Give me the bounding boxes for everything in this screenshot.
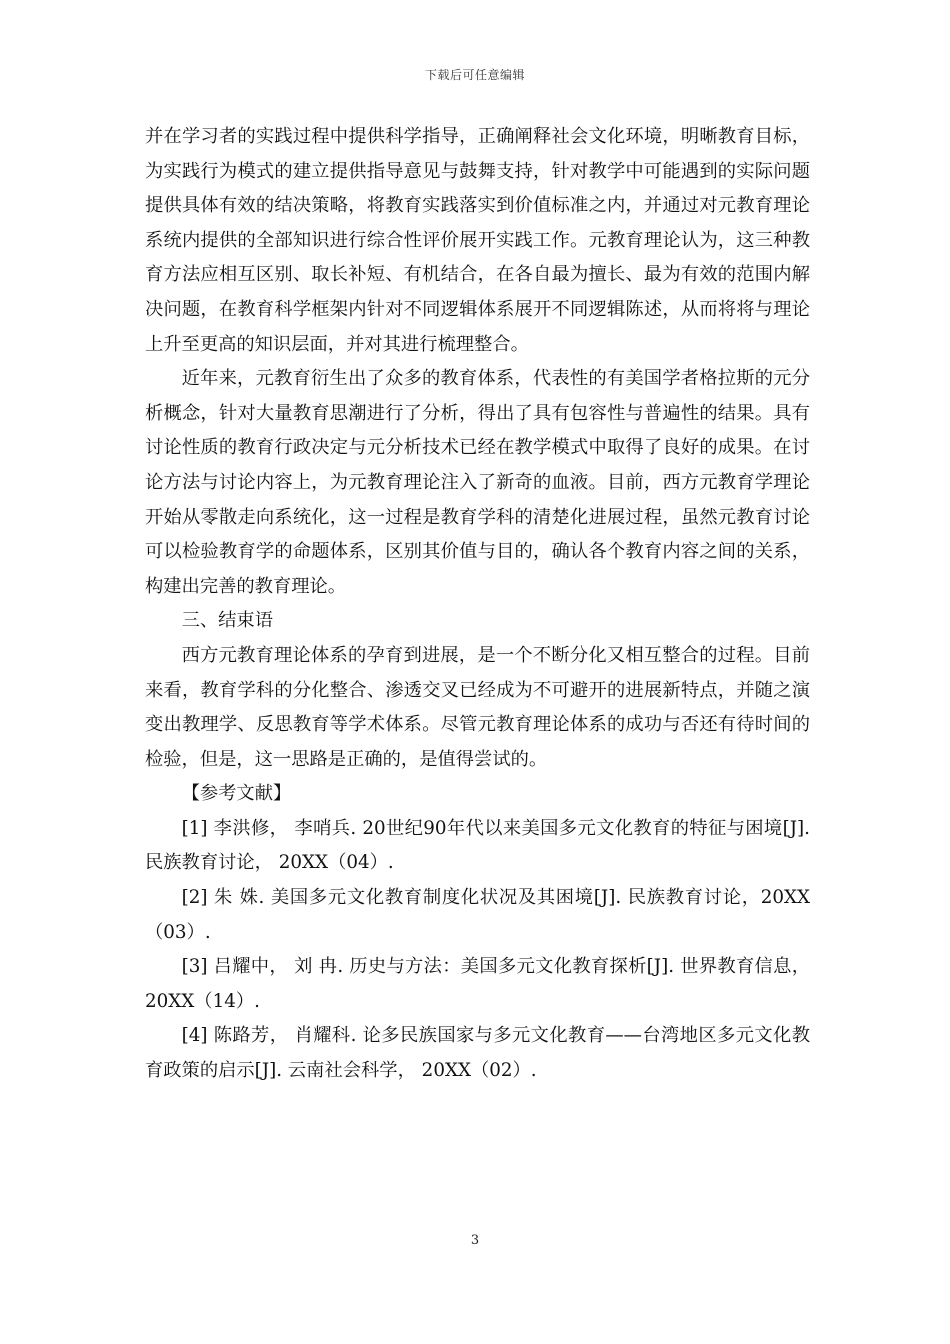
page-number: 3	[470, 1233, 480, 1248]
reference-item: [4] 陈路芳， 肖耀科. 论多民族国家与多元文化教育——台湾地区多元文化教育政策的启示[J]. 云南社会科学， 20XX（02）.	[145, 1025, 810, 1082]
references-heading: 【参考文献】	[181, 783, 292, 805]
reference-item: [1] 李洪修， 李哨兵. 20世纪90年代以来美国多元文化教育的特征与困境[J]. 民族教育讨论， 20XX（04）.	[145, 817, 810, 874]
body-paragraph: 并在学习者的实践过程中提供科学指导，正确阐释社会文化环境，明晰教育目标，为实践行为模式的建立提供指导意见与鼓舞支持，针对教学中可能遇到的实际问题提供具体有效的结决策略，将教育实践落实到价值标准之内，并通过对元教育理论系统内提供的全部知识进行综合性评价展开实践工作。元教育理论认为，这三种教育方法应相互区别、取长补短、有机结合，在各自最为擅长、最为有效的范围内解决问题，在教育科学框架内针对不同逻辑体系展开不同逻辑陈述，从而将将与理论上升至更高的知识层面，并对其进行梳理整合。	[145, 126, 810, 355]
body-paragraph: 近年来，元教育衍生出了众多的教育体系，代表性的有美国学者格拉斯的元分析概念，针对大量教育思潮进行了分析，得出了具有包容性与普遍性的结果。具有讨论性质的教育行政决定与元分析技术已经在教学模式中取得了良好的成果。在讨论方法与讨论内容上，为元教育理论注入了新奇的血液。目前，西方元教育学理论开始从零散走向系统化，这一过程是教育学科的清楚化进展过程，虽然元教育讨论可以检验教育学的命题体系，区别其价值与目的，确认各个教育内容之间的关系，构建出完善的教育理论。	[145, 368, 810, 597]
reference-item: [2] 朱 姝. 美国多元文化教育制度化状况及其困境[J]. 民族教育讨论，20XX（03）.	[145, 887, 810, 943]
page-header: 下载后可任意编辑	[424, 68, 525, 82]
document-body	[145, 120, 810, 1089]
section-heading: 三、结束语	[181, 610, 273, 632]
body-paragraph: 西方元教育理论体系的孕育到进展，是一个不断分化又相互整合的过程。目前来看，教育学科的分化整合、渗透交叉已经成为不可避开的进展新特点，并随之演变出教理学、反思教育等学术体系。尽管元教育理论体系的成功与否还有待时间的检验，但是，这一思路是正确的，是值得尝试的。	[145, 644, 810, 770]
reference-item: [3] 吕耀中， 刘 冉. 历史与方法：美国多元文化教育探析[J]. 世界教育信息， 20XX（14）.	[145, 956, 810, 1012]
